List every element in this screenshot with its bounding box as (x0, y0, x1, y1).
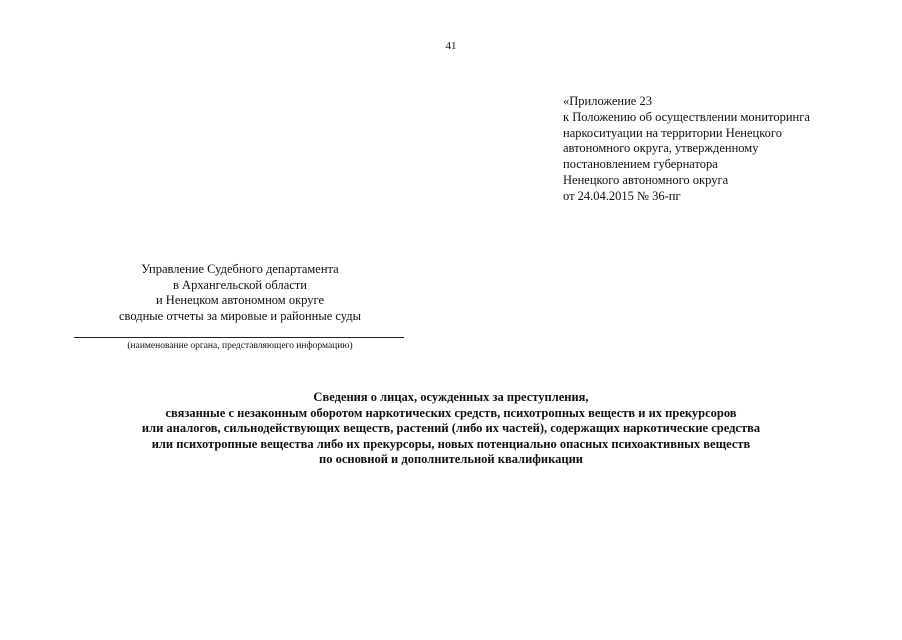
authority-line: Управление Судебного департамента (141, 262, 339, 276)
appendix-line: Ненецкого автономного округа (563, 172, 729, 187)
authority-line: в Архангельской области (173, 277, 307, 292)
appendix-line: «Приложение 23 (563, 94, 652, 108)
authority-block (60, 262, 420, 324)
heading-line: связанные с незаконным оборотом наркотических средств, психотропных веществ и их прекурсоров (165, 405, 737, 420)
document-heading (0, 390, 902, 468)
authority-line: сводные отчеты за мировые и районные суды (118, 308, 362, 323)
page-number: 41 (445, 40, 457, 52)
heading-line: или психотропные вещества либо их прекурсоры, новых потенциально опасных психоактивных веществ (151, 436, 751, 451)
heading-line: по основной и дополнительной квалификации (319, 452, 583, 466)
appendix-line: к Положению об осуществлении мониторинга (563, 109, 810, 124)
heading-line: Сведения о лицах, осужденных за преступления, (313, 390, 589, 404)
appendix-block (563, 94, 893, 205)
authority-underline (74, 337, 404, 338)
appendix-line: автономного округа, утвержденному (563, 141, 759, 156)
authority-caption: (наименование органа, представляющего информацию) (127, 341, 353, 351)
appendix-line: наркоситуации на территории Ненецкого (563, 125, 782, 140)
appendix-line: постановлением губернатора (563, 157, 718, 172)
authority-line: и Ненецком автономном округе (155, 293, 324, 307)
heading-line: или аналогов, сильнодействующих веществ, растений (либо их частей), содержащих наркотические средства (141, 421, 761, 435)
appendix-line: от 24.04.2015 № 36-пг (563, 188, 681, 203)
